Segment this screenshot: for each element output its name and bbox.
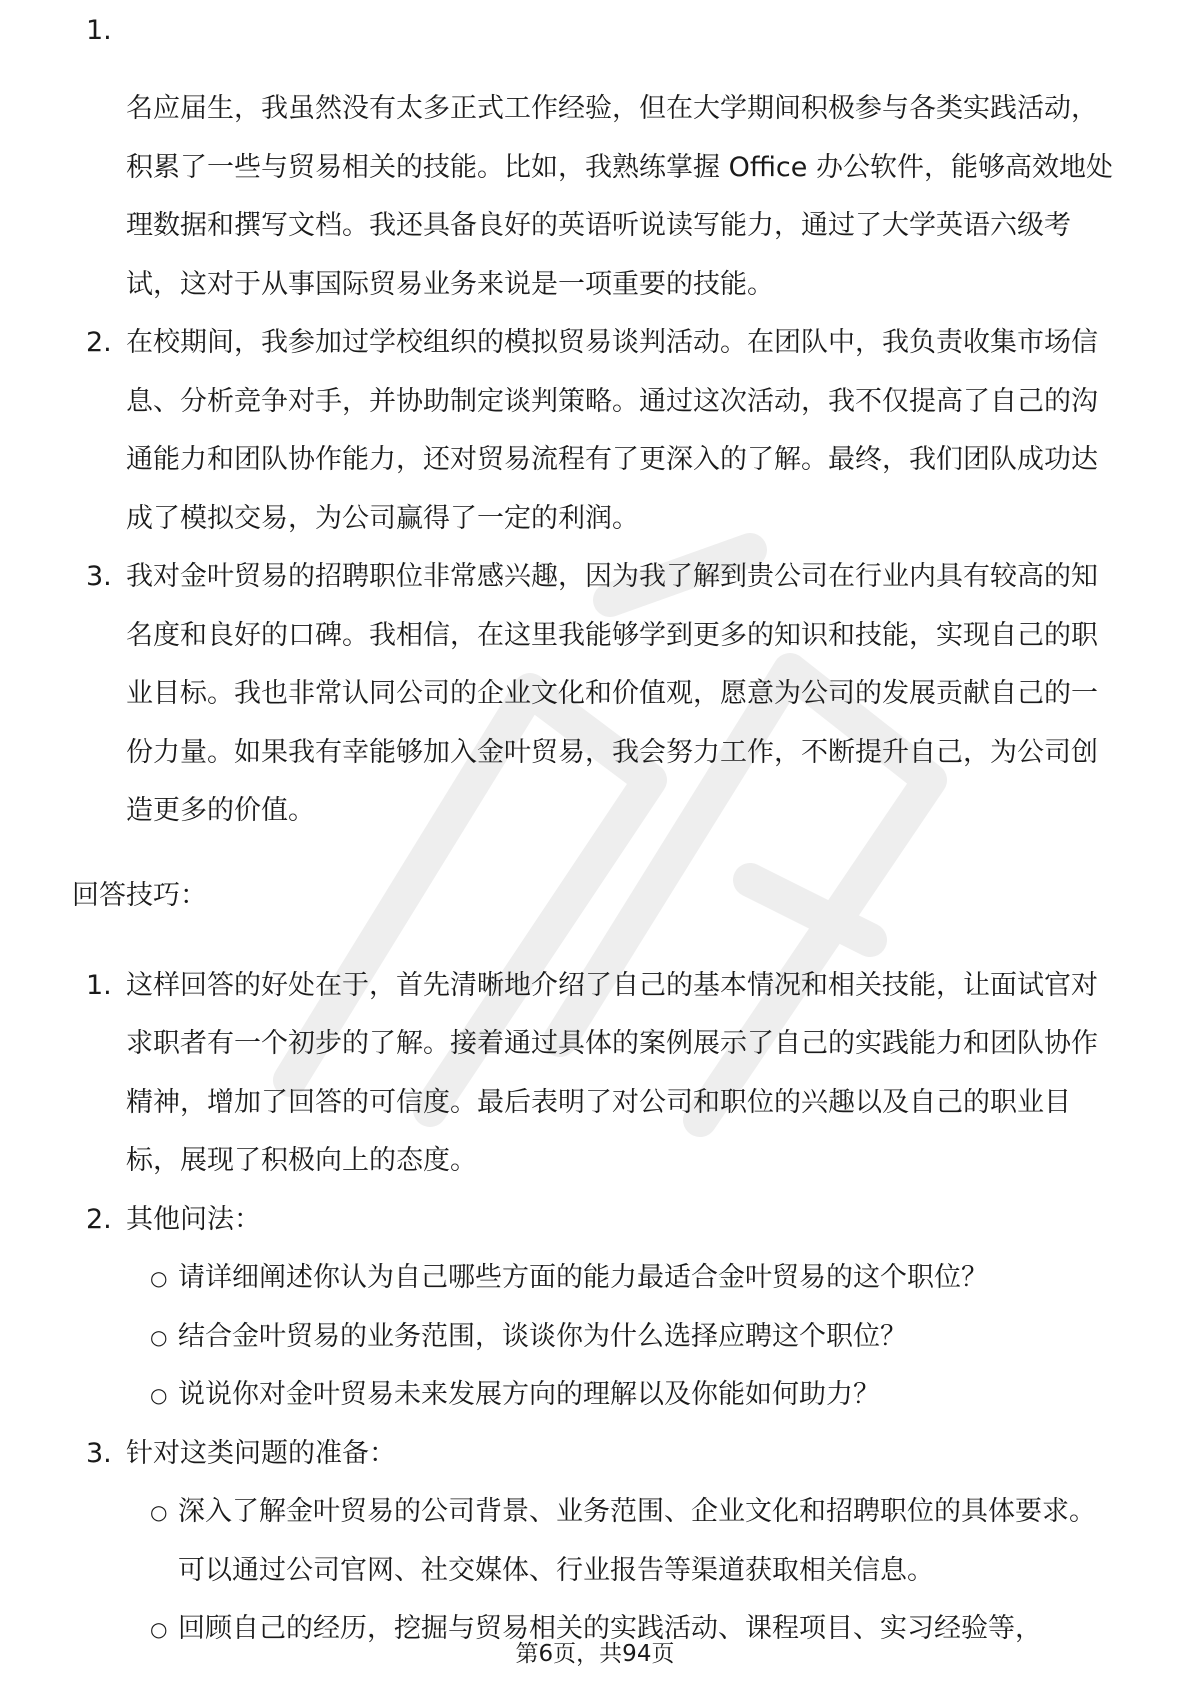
list-item <box>0 314 1116 548</box>
list-item <box>0 1425 1116 1484</box>
sub-list-item <box>0 1249 1108 1308</box>
sub-list-item <box>0 1366 1108 1425</box>
section-heading: 回答技巧： <box>72 879 207 911</box>
cut-off-line <box>86 2 126 46</box>
list-item <box>0 957 1116 1191</box>
list-item <box>0 1191 1116 1250</box>
sub-list-item-text: 请详细阐述你认为自己哪些方面的能力最适合金叶贸易的这个职位？ <box>178 1262 988 1293</box>
page-number-footer: 第6页，共94页 <box>515 1641 675 1667</box>
main-content <box>0 80 1190 1659</box>
list-item-text: 名应届生，我虽然没有太多正式工作经验，但在大学期间积极参与各类实践活动，积累了一些与贸易相关的技能。比如，我熟练掌握 Office 办公软件，能够高效地处理数据和撰写文档。我还具备良好的英语听说读写能力，通过了大学英语六级考试，这对于从事国际贸易业务来说是一项重要的技能。 <box>126 93 1113 300</box>
sub-list-item-text: 结合金叶贸易的业务范围，谈谈你为什么选择应聘这个职位？ <box>178 1320 907 1352</box>
list-item <box>0 548 1116 841</box>
sub-list-item-text: 回顾自己的经历，挖掘与贸易相关的实践活动、课程项目、实习经验等， <box>178 1613 1042 1644</box>
alternative-questions-list <box>0 1249 1190 1425</box>
preparation-list <box>0 1483 1190 1659</box>
list-item-text: 在校期间，我参加过学校组织的模拟贸易谈判活动。在团队中，我负责收集市场信息、分析竞争对手，并协助制定谈判策略。通过这次活动，我不仅提高了自己的沟通能力和团队协作能力，还对贸易流程有了更深入的了解。最终，我们团队成功达成了模拟交易，为公司赢得了一定的利润。 <box>126 327 1098 534</box>
list-item-text: 针对这类问题的准备： <box>126 1437 396 1469</box>
list-marker: 2. <box>86 327 112 358</box>
sub-list-item-text: 说说你对金叶贸易未来发展方向的理解以及你能如何助力？ <box>178 1379 880 1410</box>
answer-list <box>0 80 1190 841</box>
bullet-icon: ○ <box>150 1266 168 1290</box>
bullet-icon: ○ <box>150 1500 168 1524</box>
sub-list-item <box>0 1483 1108 1600</box>
list-marker: 3. <box>86 1437 112 1469</box>
tips-list-continued <box>0 1425 1190 1484</box>
list-item-text: 其他问法： <box>126 1203 261 1235</box>
bullet-icon: ○ <box>150 1324 168 1349</box>
list-item-text: 这样回答的好处在于，首先清晰地介绍了自己的基本情况和相关技能，让面试官对求职者有一个初步的了解。接着通过具体的案例展示了自己的实践能力和团队协作精神，增加了回答的可信度。最后表明了对公司和职位的兴趣以及自己的职业目标，展现了积极向上的态度。 <box>126 969 1098 1176</box>
list-marker: 1. <box>86 969 112 1001</box>
bullet-icon: ○ <box>150 1383 168 1407</box>
list-marker: 1. <box>86 15 112 46</box>
list-item <box>0 80 1116 314</box>
bullet-icon: ○ <box>150 1617 168 1641</box>
list-item-text: 我对金叶贸易的招聘职位非常感兴趣，因为我了解到贵公司在行业内具有较高的知名度和良好的口碑。我相信，在这里我能够学到更多的知识和技能，实现自己的职业目标。我也非常认同公司的企业文化和价值观，愿意为公司的发展贡献自己的一份力量。如果我有幸能够加入金叶贸易，我会努力工作，不断提升自己，为公司创造更多的价值。 <box>126 561 1098 826</box>
sub-list-item <box>0 1308 1108 1367</box>
sub-list-item-text: 深入了解金叶贸易的公司背景、业务范围、企业文化和招聘职位的具体要求。可以通过公司官网、社交媒体、行业报告等渠道获取相关信息。 <box>178 1496 1096 1586</box>
tips-list <box>0 957 1190 1250</box>
list-marker: 2. <box>86 1203 112 1235</box>
list-marker: 3. <box>86 561 112 592</box>
